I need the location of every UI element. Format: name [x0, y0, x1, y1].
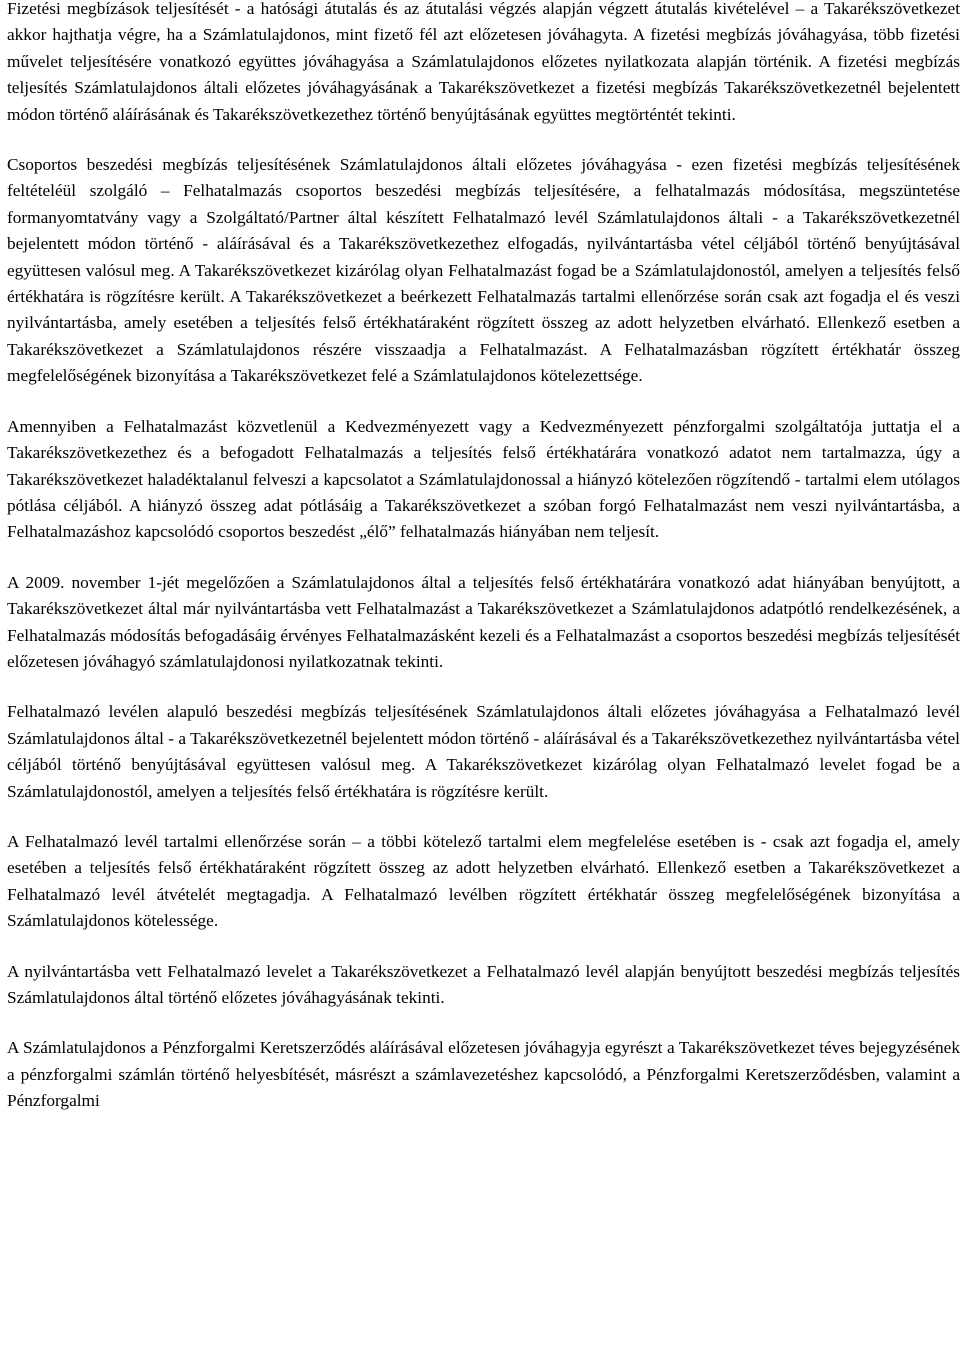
paragraph-registered-letter: A nyilvántartásba vett Felhatalmazó levelet a Takarékszövetkezet a Felhatalmazó levél alapján benyújtott beszedési megbízás teljesítés Számlatulajdonos által történő előzetes jóváhagyásának tekinti. [7, 961, 960, 1007]
paragraph-pre-2009-authorizations: A 2009. november 1-jét megelőzően a Számlatulajdonos által a teljesítés felső értékhatárára vonatkozó adat hiányában benyújtott, a Takarékszövetkezet által már nyilvántartásba vett Felhatalmazást a Takarékszövetkezet a Számlatulajdonos adatpótló rendelkezésének, a Felhatalmazás módosítás befogadásáig érvényes Felhatalmazásként kezeli és a Felhatalmazást a csoportos beszedési megbízás teljesítését előzetesen jóváhagyó számlatulajdonosi nyilatkozatnak tekinti. [7, 572, 960, 671]
paragraph-missing-limit: Amennyiben a Felhatalmazást közvetlenül a Kedvezményezett vagy a Kedvezményezett pénzforgalmi szolgáltatója juttatja el a Takarékszövetkezethez és a befogadott Felhatalmazás a teljesítés felső értékhatárára vonatkozó adatot nem tartalmazza, úgy a Takarékszövetkezet haladéktalanul felveszi a kapcsolatot a Számlatulajdonossal a hiányzó kötelezően rögzítendő - tartalmi elem utólagos pótlása céljából. A hiányzó összeg adat pótlásáig a Takarékszövetkezet a szóban forgó Felhatalmazást nem veszi nyilvántartásba, a Felhatalmazáshoz kapcsolódó csoportos beszedést „élő” felhatalmazás hiányában nem teljesít. [7, 416, 960, 542]
paragraph-group-collection: Csoportos beszedési megbízás teljesítésének Számlatulajdonos általi előzetes jóváhagyása - ezen fizetési megbízás teljesítésének feltételéül szolgáló – Felhatalmazás csoportos beszedési megbízás teljesítésére, a felhatalmazás módosítása, megszüntetése formanyomtatvány vagy a Szolgáltató/Partner által készített Felhatalmazó levél Számlatulajdonos általi - a Takarékszövetkezetnél bejelentett módon történő - aláírásával és a Takarékszövetkezethez elfogadás, nyilvántartásba vétel céljából történő benyújtásával együttesen valósul meg. A Takarékszövetkezet kizárólag olyan Felhatalmazást fogad be a Számlatulajdonostól, amelyen a teljesítés felső értékhatára is rögzítésre került. A Takarékszövetkezet a beérkezett Felhatalmazás tartalmi ellenőrzése során csak azt fogadja el és veszi nyilvántartásba, amely esetében a teljesítés felső értékhatáraként rögzített összeg az adott helyzetben elvárható. Ellenkező esetben a Takarékszövetkezet a Számlatulajdonos részére visszaadja a Felhatalmazást. A Felhatalmazásban rögzített értékhatár összeg megfelelőségének bizonyítása a Takarékszövetkezet felé a Számlatulajdonos kötelezettsége. [7, 155, 960, 386]
paragraph-payment-orders: Fizetési megbízások teljesítését - a hatósági átutalás és az átutalási végzés alapján végzett átutalás kivételével – a Takarékszövetkezet akkor hajthatja végre, ha a Számlatulajdonos, mint fizető fél azt előzetesen jóváhagyta. A fizetési megbízás jóváhagyása, több fizetési művelet teljesítésére vonatkozó együttes jóváhagyása a Számlatulajdonos előzetes nyilatkozata alapján történik. A fizetési megbízás teljesítés Számlatulajdonos általi előzetes jóváhagyásának a Takarékszövetkezet a fizetési megbízás Takarékszövetkezetnél bejelentett módon történő aláírásának és Takarékszövetkezethez történő benyújtásának együttes megtörténtét tekinti. [7, 0, 960, 124]
document-page [7, 0, 960, 1139]
paragraph-framework-contract: A Számlatulajdonos a Pénzforgalmi Keretszerződés aláírásával előzetesen jóváhagyja egyrészt a Takarékszövetkezet téves bejegyzésének a pénzforgalmi számlán történő helyesbítését, másrészt a számlavezetéshez kapcsolódó, a Pénzforgalmi Keretszerződésben, valamint a Pénzforgalmi [7, 1038, 960, 1111]
paragraph-letter-review: A Felhatalmazó levél tartalmi ellenőrzése során – a többi kötelező tartalmi elem megfelelése esetében is - csak azt fogadja el, amely esetében a teljesítés felső értékhatáraként rögzített összeg az adott helyzetben elvárható. Ellenkező esetben a Takarékszövetkezet a Felhatalmazó levél átvételét megtagadja. A Felhatalmazó levélben rögzített értékhatár összeg megfelelőségének bizonyítása a Számlatulajdonos kötelessége. [7, 831, 960, 931]
paragraph-authorizing-letter: Felhatalmazó levélen alapuló beszedési megbízás teljesítésének Számlatulajdonos általi előzetes jóváhagyása a Felhatalmazó levél Számlatulajdonos által - a Takarékszövetkezetnél bejelentett módon történő - aláírásával és a Takarékszövetkezethez nyilvántartásba vétel céljából történő benyújtásával együttesen valósul meg. A Takarékszövetkezet kizárólag olyan Felhatalmazó levelet fogad be a Számlatulajdonostól, amelyen a teljesítés felső értékhatára is rögzítésre került. [7, 702, 960, 801]
